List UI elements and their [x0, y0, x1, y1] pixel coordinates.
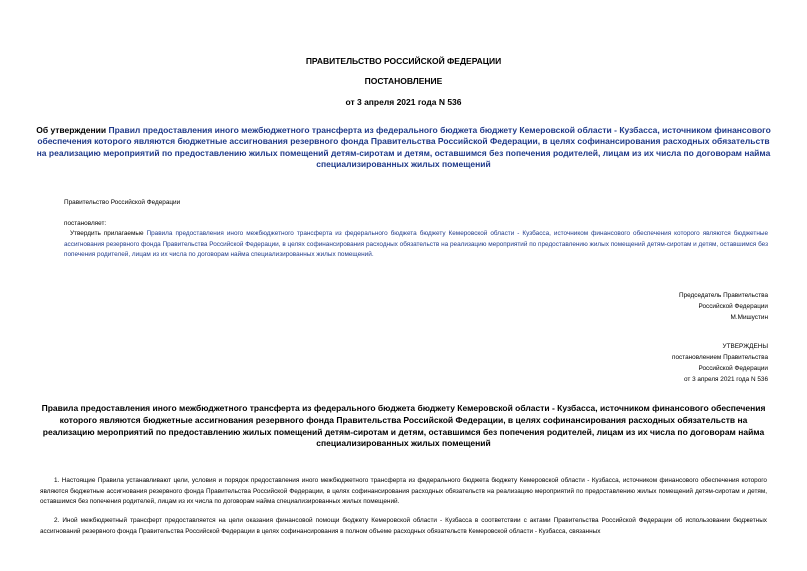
approval-country: Российской Федерации [698, 365, 768, 372]
rules-title: Правила предоставления иного межбюджетного трансферта из федерального бюджета бюджету Кемеровской области - Кузбасса, источником финансового обеспечения которого являются бюджетные ассигнования резервного фонда Правительства Российской Федерации, в целях софинансирования расходных обязательств на реализацию мероприятий по предоставлению жилых помещений детям-сиротам и детям, оставшимся без попечения родителей, лицам из их числа по договорам найма специализированных жилых помещений [41, 403, 766, 449]
government-heading: ПРАВИТЕЛЬСТВО РОССИЙСКОЙ ФЕДЕРАЦИИ [305, 56, 502, 66]
signature-block [679, 290, 768, 323]
rules-paragraph-2: 2. Иной межбюджетный трансферт предоставляется на цели оказания финансовой помощи бюджету Кемеровской области - Кузбасса в соответствии с актами Правительства Российской Федерации об использовании бюджетных ассигнований резервного фонда Правительства Российской Федерации в целях софинансирования в полном объеме расходных обязательств Кемеровской области - Кузбасса, связанных [40, 517, 767, 535]
document-title [36, 125, 771, 170]
resolves-line: постановляет: [64, 220, 107, 227]
approval-block [672, 341, 768, 385]
signature-title: Председатель Правительства [679, 292, 768, 299]
approval-word: УТВЕРЖДЕНЫ [722, 343, 768, 350]
document-date-number: от 3 апреля 2021 года N 536 [345, 97, 462, 107]
signature-country: Российской Федерации [698, 303, 768, 310]
signature-name: М.Мишустин [730, 314, 768, 321]
approve-paragraph [64, 229, 768, 261]
rules-paragraph-1: 1. Настоящие Правила устанавливают цели, условия и порядок предоставления иного межбюджетного трансферта из федерального бюджета бюджету Кемеровской области - Кузбасса, источником финансового обеспечения которого являются бюджетные ассигнования резервного фонда Правительства Российской Федерации, в целях софинансирования расходных обязательств на реализацию мероприятий по предоставлению жилых помещений детям-сиротам и детям, оставшимся без попечения родителей, лицам из их числа по договорам найма специализированных жилых помещений. [40, 477, 767, 506]
document-type: ПОСТАНОВЛЕНИЕ [364, 76, 443, 86]
title-rules-link[interactable]: Правил предоставления иного межбюджетного трансферта из федерального бюджета бюджету Кемеровской области - Кузбасса, источником финансового обеспечения которого являются бюджетные ассигнования резервного фонда Правительства Российской Федерации, в целях софинансирования расходных обязательств на реализацию мероприятий по предоставлению жилых помещений детям-сиротам и детям, оставшимся без попечения родителей, лицам из их числа по договорам найма специализированных жилых помещений [36, 125, 771, 169]
title-prefix: Об утверждении [36, 125, 109, 135]
government-line: Правительство Российской Федерации [64, 199, 181, 206]
approval-date: от 3 апреля 2021 года N 536 [683, 376, 768, 383]
approval-by: постановлением Правительства [672, 354, 768, 361]
approve-rules-link[interactable]: Правила предоставления иного межбюджетного трансферта из федерального бюджета бюджету Кемеровской области - Кузбасса, источником финансового обеспечения которого являются бюджетные ассигнования резервного фонда Правительства Российской Федерации, в целях софинансирования расходных обязательств на реализацию мероприятий по предоставлению жилых помещений детям-сиротам и детям, оставшимся без попечения родителей, лицам из их числа по договорам найма специализированных жилых помещений. [64, 230, 768, 259]
approve-prefix: Утвердить прилагаемые [70, 230, 147, 237]
